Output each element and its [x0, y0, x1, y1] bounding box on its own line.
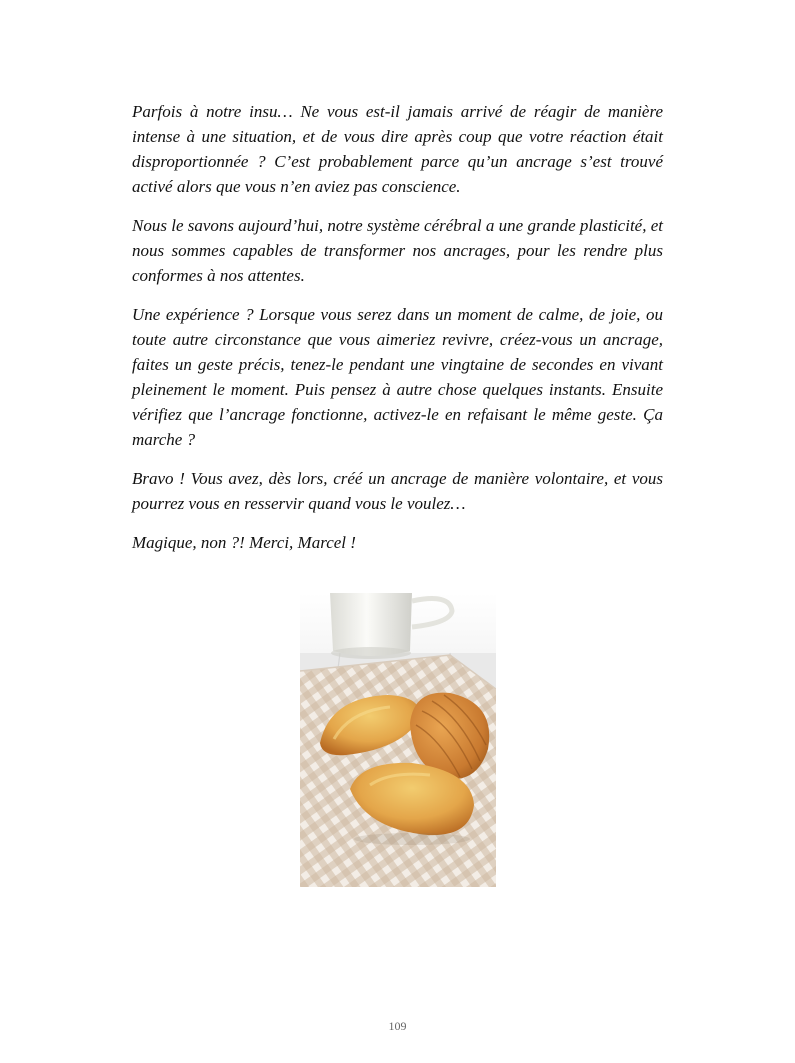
madeleines-photo: [300, 593, 496, 887]
page-number: 109: [388, 1019, 407, 1033]
paragraph-3: Une expérience ? Lorsque vous serez dans un moment de calme, de joie, ou toute autre circonstance que vous aimeriez revivre, créez-vous un ancrage, faites un geste précis, tenez-le pendant une vingtaine de secondes en vivant pleinement le moment. Puis pensez à autre chose quelques instants. Ensuite vérifiez que l’ancrage fonctionne, activez-le en refaisant le même geste. Ça marche ?: [132, 305, 663, 449]
paragraph-1: Parfois à notre insu… Ne vous est-il jamais arrivé de réagir de manière intense à une situation, et de vous dire après coup que votre réaction était disproportionnée ? C’est probablement parce qu’un ancrage s’est trouvé activé alors que vous n’en aviez pas conscience.: [132, 102, 663, 196]
paragraph-5: Magique, non ?! Merci, Marcel !: [132, 533, 356, 552]
paragraph-4: Bravo ! Vous avez, dès lors, créé un ancrage de manière volontaire, et vous pourrez vous en resservir quand vous le voulez…: [132, 469, 663, 513]
madeleines-illustration: [300, 593, 496, 887]
body-text: [132, 99, 663, 569]
paragraph-2: Nous le savons aujourd’hui, notre système cérébral a une grande plasticité, et nous sommes capables de transformer nos ancrages, pour les rendre plus conformes à nos attentes.: [132, 216, 663, 285]
